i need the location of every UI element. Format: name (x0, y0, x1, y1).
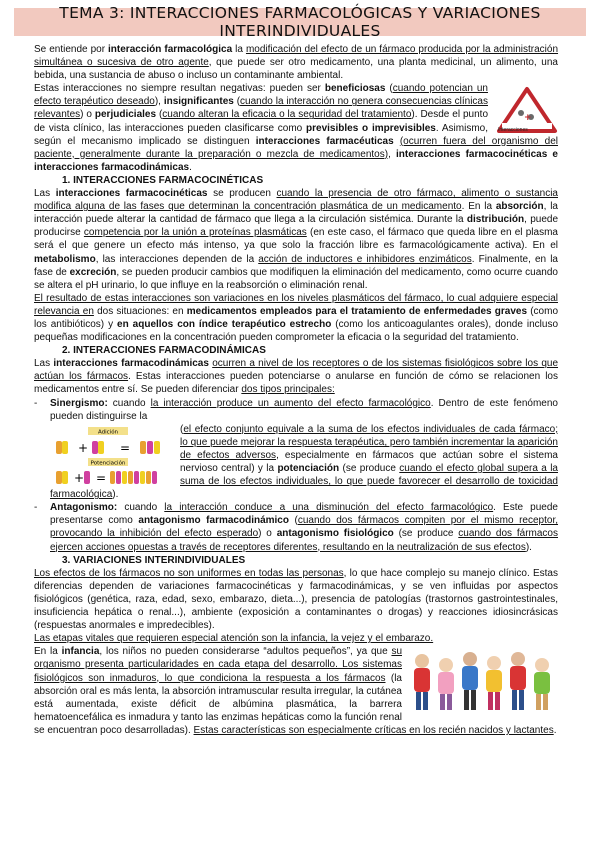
section-heading-pharmacokinetic: 1. INTERACCIONES FARMACOCINÉTICAS (62, 174, 264, 186)
svg-text:=: = (120, 440, 131, 455)
addition-label: Adición (97, 429, 119, 436)
interactions-warning-image (496, 86, 558, 134)
intro-paragraph-2: Estas interacciones no siempre resultan negativas: pueden ser beneficiosas (cuando potencian un efecto terapéutico deseado), insignificantes (cuando la interacción no genera consecuencias clínicas relevantes) o perjudiciales (cuando alteran la eficacia o la seguridad del tratamiento). Desde el punto de vista clínico, las interacciones pueden clasificarse como previsibles o imprevisibles. Asimismo, según el mecanismo implicado se distinguen interacciones farmacéuticas (ocurren fuera del organismo del paciente, generalmente durante la preparación o mezcla de medicamentos), interacciones farmacocinéticas e interacciones farmacodinámicas. (34, 83, 559, 173)
intro-paragraph-1: Se entiende por interacción farmacológica la modificación del efecto de un fármaco producida por la administración simultánea o sucesiva de otro agente, que puede ser otro medicamento, una planta medicinal, un alimento, una bebida, una sustancia de abuso o incluso un contaminante ambiental. (34, 44, 559, 82)
pharmacokinetic-paragraph-1: Las interacciones farmacocinéticas se producen cuando la presencia de otro fármaco, alimento o sustancia modifica alguna de las fases que determinan la concentración plasmática de un medicamento. En la absorción, la interacción puede alterar la cantidad de fármaco que llega a la circulación sistémica. Durante la distribución, puede producirse competencia por la unión a proteínas plasmáticas (en este caso, el fármaco que queda libre en el plasma será el que genere un efecto más intenso, ya que solo la fracción libre es farmacológicamente activa). En el metabolismo, las interacciones dependen de la acción de inductores e inhibidores enzimáticos. Finalmente, en la fase de excreción, se pueden producir cambios que modifiquen la eliminación del medicamento, como ocurre cuando se altera el pH urinario, lo que influye en la reabsorción o eliminación renal. (34, 188, 558, 291)
svg-text:+: + (524, 113, 532, 124)
interindividual-paragraph-1: Los efectos de los fármacos no son uniformes en todas las personas, lo que hace complejo su manejo clínico. Estas diferencias dependen de variaciones farmacocinéticas y farmacodinámicas, y se ven influidas por aspectos fisiológicos (genética, raza, edad, sexo, embarazo, dieta...), presencia de patologías (trastornos gastrointestinales, insuficiencia hepática o renal...), ambiente (exposición a contaminantes o drogas) y reacciones idiosincrásicas (respuestas anormales e impredecibles). (34, 567, 558, 632)
children-photo (408, 647, 558, 717)
pharmacokinetic-paragraph-2: El resultado de estas interacciones son variaciones en los niveles plasmáticos del fármaco, lo cual adquiere especial relevancia en dos situaciones: en medicamentos empleados para el tratamiento de enfermedades graves (como los antibióticos) y en aquellos con índice terapéutico estrecho (como los anticoagulantes orales), donde incluso pequeñas modificaciones en la concentración pueden comprometer la eficacia o la seguridad del tratamiento. (34, 292, 559, 344)
document-body (34, 43, 558, 737)
svg-text:+: + (74, 470, 85, 485)
section-heading-pharmacodynamic: 2. INTERACCIONES FARMACODINÁMICAS (62, 345, 266, 357)
list-item-antagonism: - Antagonismo: cuando la interacción conduce a una disminución del efecto farmacológico. Este puede presentarse como antagonismo farmacodinámico (cuando dos fármacos compiten por el mismo receptor, provocando la inhibición del efecto esperado) o antagonismo fisiológico (se produce cuando dos fármacos ejercen acciones opuestas a través de receptores diferentes, resultando en la neutralización de sus efectos). (34, 502, 559, 553)
interindividual-paragraph-2: Las etapas vitales que requieren especial atención son la infancia, la vejez y el embarazo. (34, 633, 434, 645)
warning-caption: Interacciones (498, 127, 528, 134)
section-heading-interindividual: 3. VARIACIONES INTERINDIVIDUALES (62, 554, 246, 566)
potentiation-label: Potenciación (90, 460, 126, 467)
svg-text:=: = (96, 470, 107, 485)
synergism-diagram (50, 425, 174, 487)
interindividual-paragraph-3: En la infancia, los niños no pueden considerarse “adultos pequeños”, ya que su organismo presenta particularidades en cada etapa del desarrollo. Los sistemas fisiológicos son inmaduros, lo que condiciona la respuesta a los fármacos (la absorción oral es más lenta, la absorción intramuscular resulta irregular, la cutánea está aumentada, existe déficit de albúmina plasmática, la barrera hematoencefálica es inmadura y tanto las enzimas hepáticas como la función renal se encuentran poco desarrolladas). Estas características son especialmente críticas en los recién nacidos y lactantes. (34, 646, 557, 736)
pharmacodynamic-paragraph: Las interacciones farmacodinámicas ocurren a nivel de los receptores o de los sistemas fisiológicos sobre los que actúan los fármacos. Estas interacciones pueden potenciarse o anularse en función de cómo se relacionen los medicamentos entre sí. Se pueden diferenciar dos tipos principales: (34, 358, 559, 396)
page-title: TEMA 3: INTERACCIONES FARMACOLÓGICAS Y VARIACIONES INTERINDIVIDUALES (59, 4, 541, 40)
svg-text:+: + (78, 440, 89, 455)
list-item-synergism: - Sinergismo: cuando la interacción produce un aumento del efecto farmacológico. Dentro de este fenómeno pueden distinguirse la Adición + = Potenciación + = (el efecto conjunto equivale a la suma de los efectos individuales de cada fármaco; lo que puede mejorar la respuesta terapéutica, pero también incrementar la aparición de efectos adversos, especialmente en fármacos que actúan sobre el sistema nervioso central) y la potenciación (se produce cuando el efecto global supera a la suma de los efectos individuales, lo que puede favorecer el desarrollo de toxicidad farmacológica). (34, 397, 558, 501)
